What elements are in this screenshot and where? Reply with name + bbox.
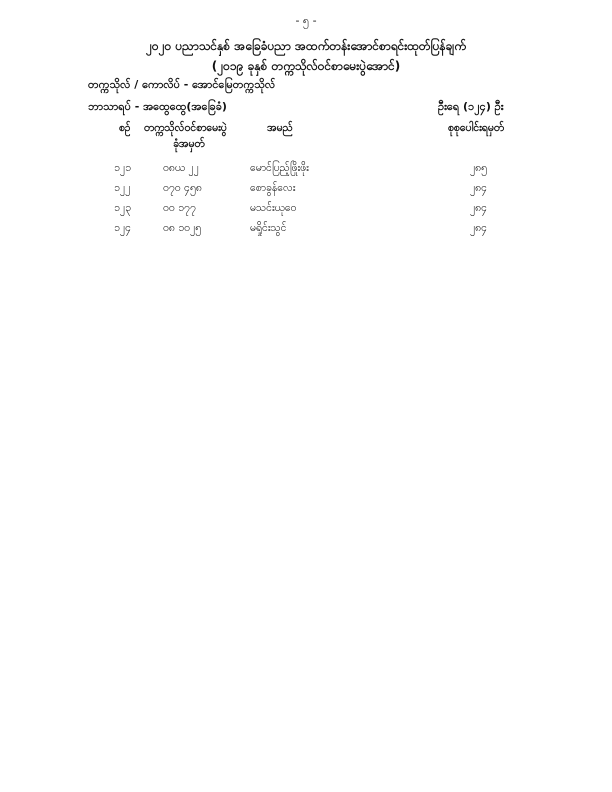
row-marks: ၂၈၄ [470, 222, 488, 234]
column-header-reg: တက္ကသိုလ်ဝင်စာမေးပွဲ [144, 122, 227, 134]
column-header-name: အမည် [267, 122, 293, 134]
table-row [0, 222, 612, 240]
row-reg: ဝ၇၀ ၄၅၈ [163, 182, 202, 194]
row-name: မရှိုင်းသွင် [250, 222, 287, 234]
row-no: ၁၂၂ [114, 182, 131, 194]
table-row [0, 202, 612, 220]
row-name: မသင်းယုဝေ [250, 202, 297, 214]
row-marks: ၂၈၄ [470, 202, 488, 214]
subject-line: ဘာသာရပ် - အထွေထွေ(အခြေခံ) [88, 100, 227, 113]
row-no: ၁၂၄ [114, 222, 131, 234]
row-no: ၁၂၁ [114, 162, 131, 174]
university-line: တက္ကသိုလ် / ကောလိပ် - အောင်မြေတက္ကသိုလ် [88, 78, 276, 91]
column-header-no: စဉ် [119, 122, 131, 134]
count-line: ဦးရေ (၁၂၄) ဦး [438, 100, 504, 113]
row-name: စောခွန်လေး [250, 182, 296, 194]
row-reg: ဝ၈ ၁၀၂၅ [163, 222, 202, 234]
row-reg: ဝ၈ယ ၂၂ [163, 162, 199, 174]
page-number: - ၅ - [295, 14, 317, 27]
row-marks: ၂၈၅ [470, 162, 488, 174]
column-header-marks: စုစုပေါင်းရမှတ် [448, 122, 505, 134]
table-row [0, 182, 612, 200]
page-subtitle: (၂၀၁၉ ခုနှစ် တက္ကသိုလ်ဝင်စာမေးပွဲအောင်) [211, 59, 401, 73]
row-name: မောင်ပြည့်ဖြိုးဖိုး [250, 162, 309, 174]
row-marks: ၂၈၄ [470, 182, 488, 194]
table-row [0, 162, 612, 180]
row-no: ၁၂၃ [114, 202, 131, 214]
row-reg: ဝ၀ ၁၇၇ [163, 202, 196, 214]
column-header-reg-line-2: ခုံအမှတ် [173, 138, 205, 150]
page-title: ၂၀၂၀ ပညာသင်နှစ် အခြေခံပညာ အထက်တန်းအောင်စာရင်းထုတ်ပြန်ချက် [145, 39, 467, 53]
